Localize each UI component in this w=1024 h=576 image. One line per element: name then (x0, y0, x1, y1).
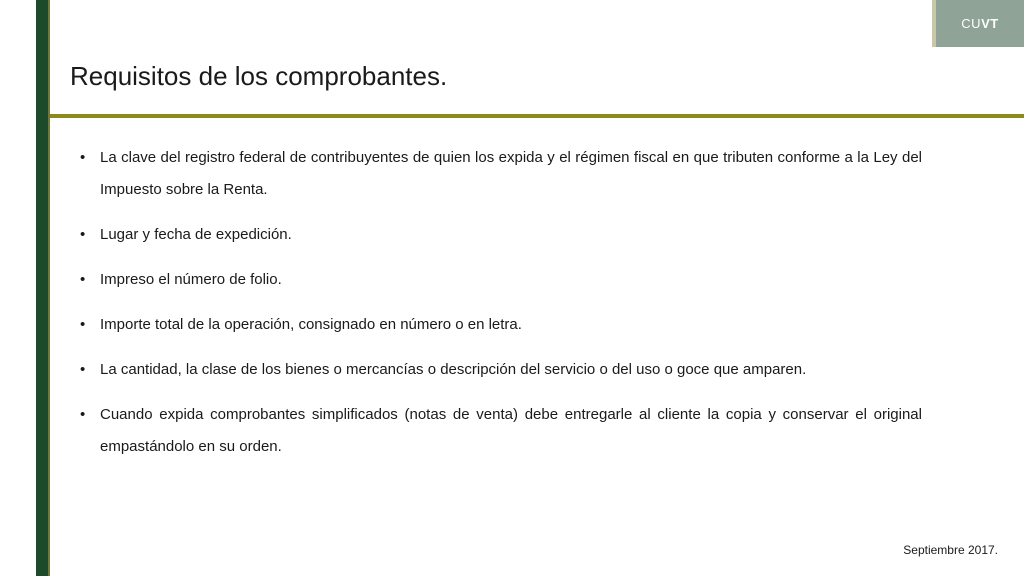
list-item (76, 219, 922, 251)
list-item-text: Impreso el número de folio. (100, 271, 282, 288)
list-item (76, 399, 922, 463)
bullet-icon: • (80, 271, 86, 288)
list-item (76, 354, 922, 386)
left-accent-bar (36, 0, 48, 576)
list-item-text: Importe total de la operación, consignado en número o en letra. (100, 316, 522, 333)
list-item-text: Cuando expida comprobantes simplificados (notas de venta) debe entregarle al cliente la copia y conservar el original empastándolo en su orden. (100, 406, 922, 455)
list-item (76, 264, 922, 296)
logo-prefix: CU (961, 16, 982, 31)
bullet-icon: • (80, 149, 86, 166)
footer-date: Septiembre 2017. (903, 543, 998, 557)
left-accent-bar-edge (48, 0, 50, 576)
bullet-icon: • (80, 361, 86, 378)
title-divider (50, 114, 1024, 118)
logo-suffix: VT (981, 16, 999, 31)
bullet-icon: • (80, 316, 86, 333)
list-item (76, 309, 922, 341)
bullet-icon: • (80, 406, 86, 423)
bullet-icon: • (80, 226, 86, 243)
slide-title: Requisitos de los comprobantes. (70, 61, 448, 91)
list-item-text: La clave del registro federal de contribuyentes de quien los expida y el régimen fiscal en que tributen conforme a la Ley del Impuesto sobre la Renta. (100, 149, 922, 198)
list-item-text: Lugar y fecha de expedición. (100, 226, 292, 243)
requirements-list (76, 142, 922, 476)
list-item (76, 142, 922, 206)
cuvt-logo (932, 0, 1024, 47)
list-item-text: La cantidad, la clase de los bienes o mercancías o descripción del servicio o del uso o goce que amparen. (100, 361, 807, 378)
logo-text (961, 16, 998, 31)
